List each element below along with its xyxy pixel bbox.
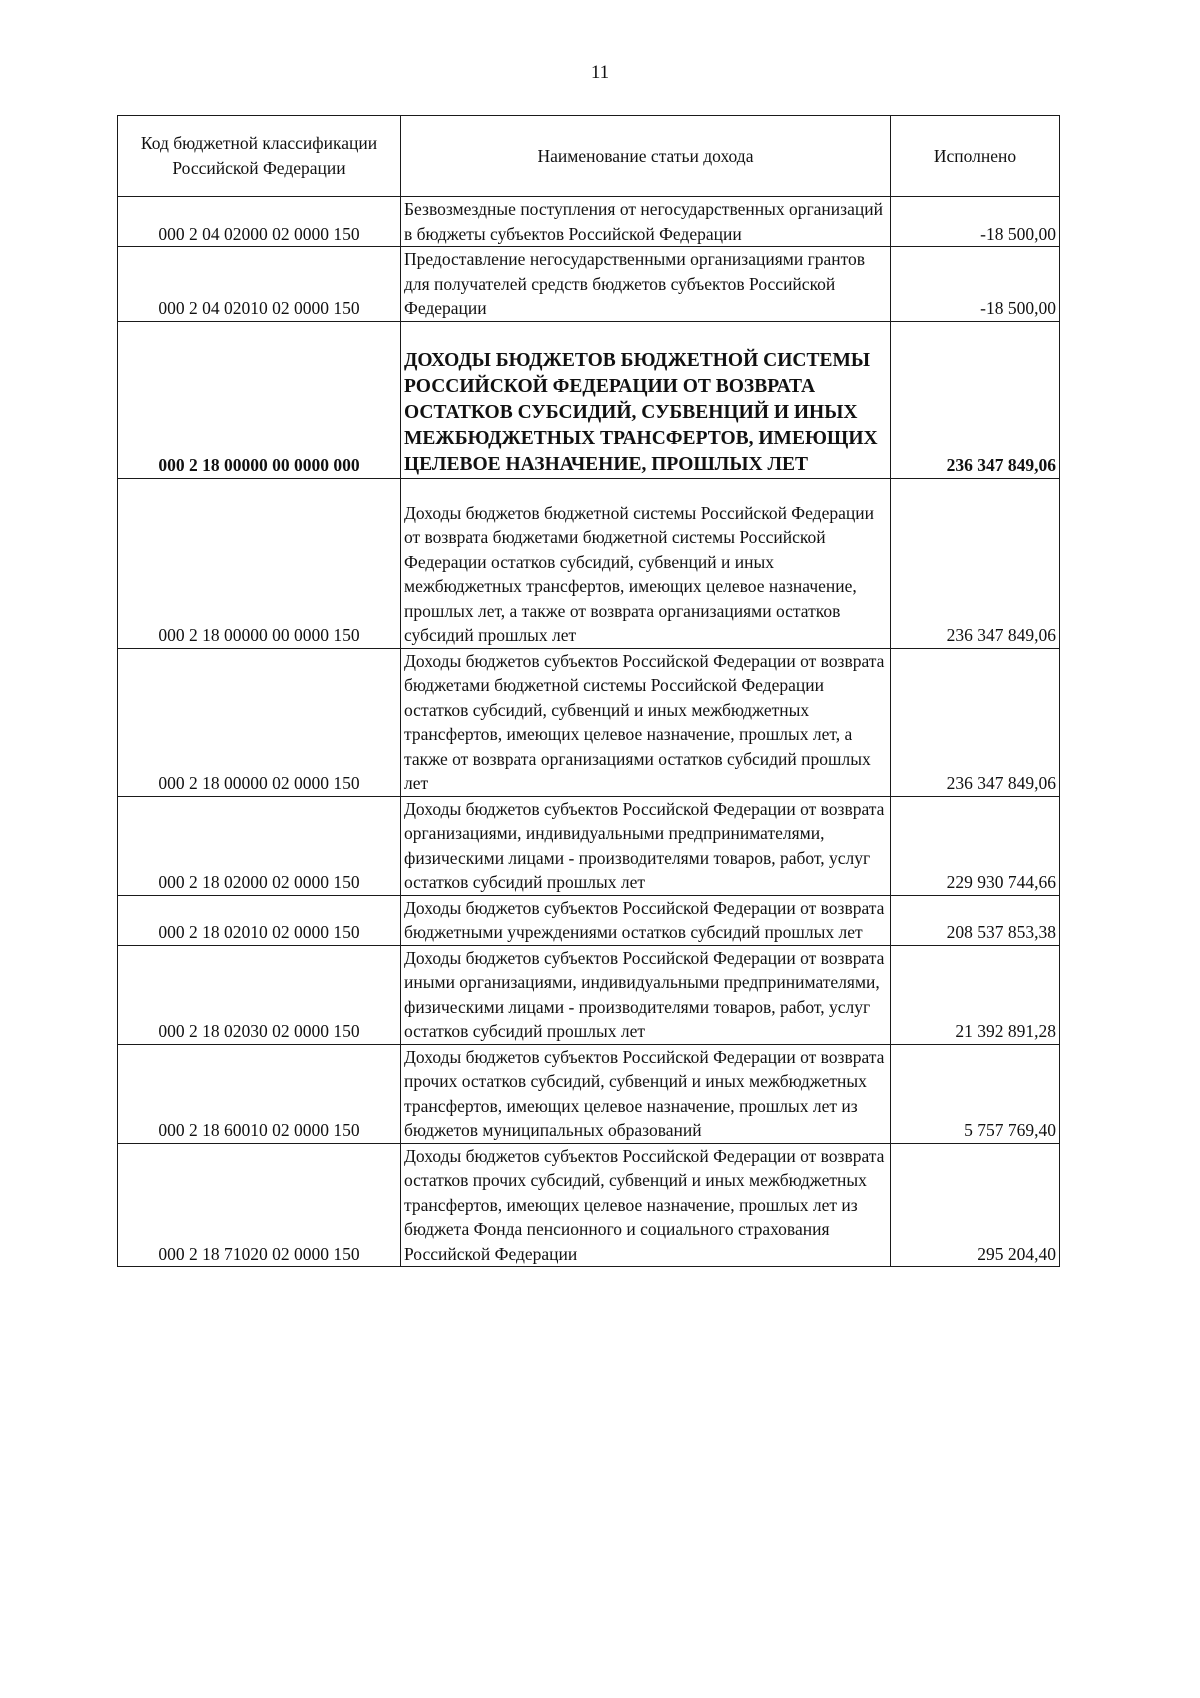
revenue-name-cell: Доходы бюджетов субъектов Российской Федерации от возврата бюджетными учреждениями остатков субсидий прошлых лет <box>401 895 891 945</box>
budget-code-cell: 000 2 18 02000 02 0000 150 <box>118 796 401 895</box>
table-row <box>118 247 1060 322</box>
amount-cell: 236 347 849,06 <box>891 321 1060 478</box>
table-row <box>118 478 1060 648</box>
page-number: 11 <box>590 62 610 83</box>
revenue-name-cell: Предоставление негосударственными организациями грантов для получателей средств бюджетов субъектов Российской Федерации <box>401 247 891 322</box>
budget-code-cell: 000 2 18 02010 02 0000 150 <box>118 895 401 945</box>
revenue-name-cell: Доходы бюджетов субъектов Российской Федерации от возврата остатков прочих субсидий, субвенций и иных межбюджетных трансфертов, имеющих целевое назначение, прошлых лет из бюджета Фонда пенсионного и социального страхования Российской Федерации <box>401 1143 891 1267</box>
revenue-table <box>117 115 1060 1267</box>
table-row <box>118 648 1060 796</box>
budget-code-cell: 000 2 18 00000 02 0000 150 <box>118 648 401 796</box>
revenue-name-cell: Доходы бюджетов субъектов Российской Федерации от возврата иными организациями, индивидуальными предпринимателями, физическими лицами - производителями товаров, работ, услуг остатков субсидий прошлых лет <box>401 945 891 1044</box>
amount-cell: 5 757 769,40 <box>891 1044 1060 1143</box>
budget-code-cell: 000 2 18 02030 02 0000 150 <box>118 945 401 1044</box>
amount-cell: 295 204,40 <box>891 1143 1060 1267</box>
revenue-name-cell: Доходы бюджетов субъектов Российской Федерации от возврата бюджетами бюджетной системы Российской Федерации остатков субсидий, субвенций и иных межбюджетных трансфертов, имеющих целевое назначение, прошлых лет, а также от возврата организациями остатков субсидий прошлых лет <box>401 648 891 796</box>
header-code: Код бюджетной классификации Российской Федерации <box>118 116 401 197</box>
amount-cell: 236 347 849,06 <box>891 478 1060 648</box>
table-row-section-total <box>118 321 1060 478</box>
table-row <box>118 796 1060 895</box>
table-row <box>118 945 1060 1044</box>
amount-cell: -18 500,00 <box>891 247 1060 322</box>
amount-cell: 229 930 744,66 <box>891 796 1060 895</box>
budget-code-cell: 000 2 18 00000 00 0000 150 <box>118 478 401 648</box>
amount-cell: 208 537 853,38 <box>891 895 1060 945</box>
budget-code-cell: 000 2 18 60010 02 0000 150 <box>118 1044 401 1143</box>
amount-cell: 21 392 891,28 <box>891 945 1060 1044</box>
budget-code-cell: 000 2 18 00000 00 0000 000 <box>118 321 401 478</box>
header-name: Наименование статьи дохода <box>401 116 891 197</box>
amount-cell: 236 347 849,06 <box>891 648 1060 796</box>
revenue-name-cell: Безвозмездные поступления от негосударственных организаций в бюджеты субъектов Российской Федерации <box>401 197 891 247</box>
table-row <box>118 197 1060 247</box>
table-row <box>118 1044 1060 1143</box>
table-header-row <box>118 116 1060 197</box>
header-amount: Исполнено <box>891 116 1060 197</box>
revenue-name-cell: Доходы бюджетов субъектов Российской Федерации от возврата прочих остатков субсидий, субвенций и иных межбюджетных трансфертов, имеющих целевое назначение, прошлых лет из бюджетов муниципальных образований <box>401 1044 891 1143</box>
budget-code-cell: 000 2 04 02000 02 0000 150 <box>118 197 401 247</box>
table-row <box>118 895 1060 945</box>
budget-code-cell: 000 2 18 71020 02 0000 150 <box>118 1143 401 1267</box>
amount-cell: -18 500,00 <box>891 197 1060 247</box>
revenue-name-cell: ДОХОДЫ БЮДЖЕТОВ БЮДЖЕТНОЙ СИСТЕМЫ РОССИЙСКОЙ ФЕДЕРАЦИИ ОТ ВОЗВРАТА ОСТАТКОВ СУБСИДИЙ, СУБВЕНЦИЙ И ИНЫХ МЕЖБЮДЖЕТНЫХ ТРАНСФЕРТОВ, ИМЕЮЩИХ ЦЕЛЕВОЕ НАЗНАЧЕНИЕ, ПРОШЛЫХ ЛЕТ <box>401 321 891 478</box>
revenue-name-cell: Доходы бюджетов субъектов Российской Федерации от возврата организациями, индивидуальными предпринимателями, физическими лицами - производителями товаров, работ, услуг остатков субсидий прошлых лет <box>401 796 891 895</box>
budget-code-cell: 000 2 04 02010 02 0000 150 <box>118 247 401 322</box>
revenue-name-cell: Доходы бюджетов бюджетной системы Российской Федерации от возврата бюджетами бюджетной системы Российской Федерации остатков субсидий, субвенций и иных межбюджетных трансфертов, имеющих целевое назначение, прошлых лет, а также от возврата организациями остатков субсидий прошлых лет <box>401 478 891 648</box>
table-row <box>118 1143 1060 1267</box>
